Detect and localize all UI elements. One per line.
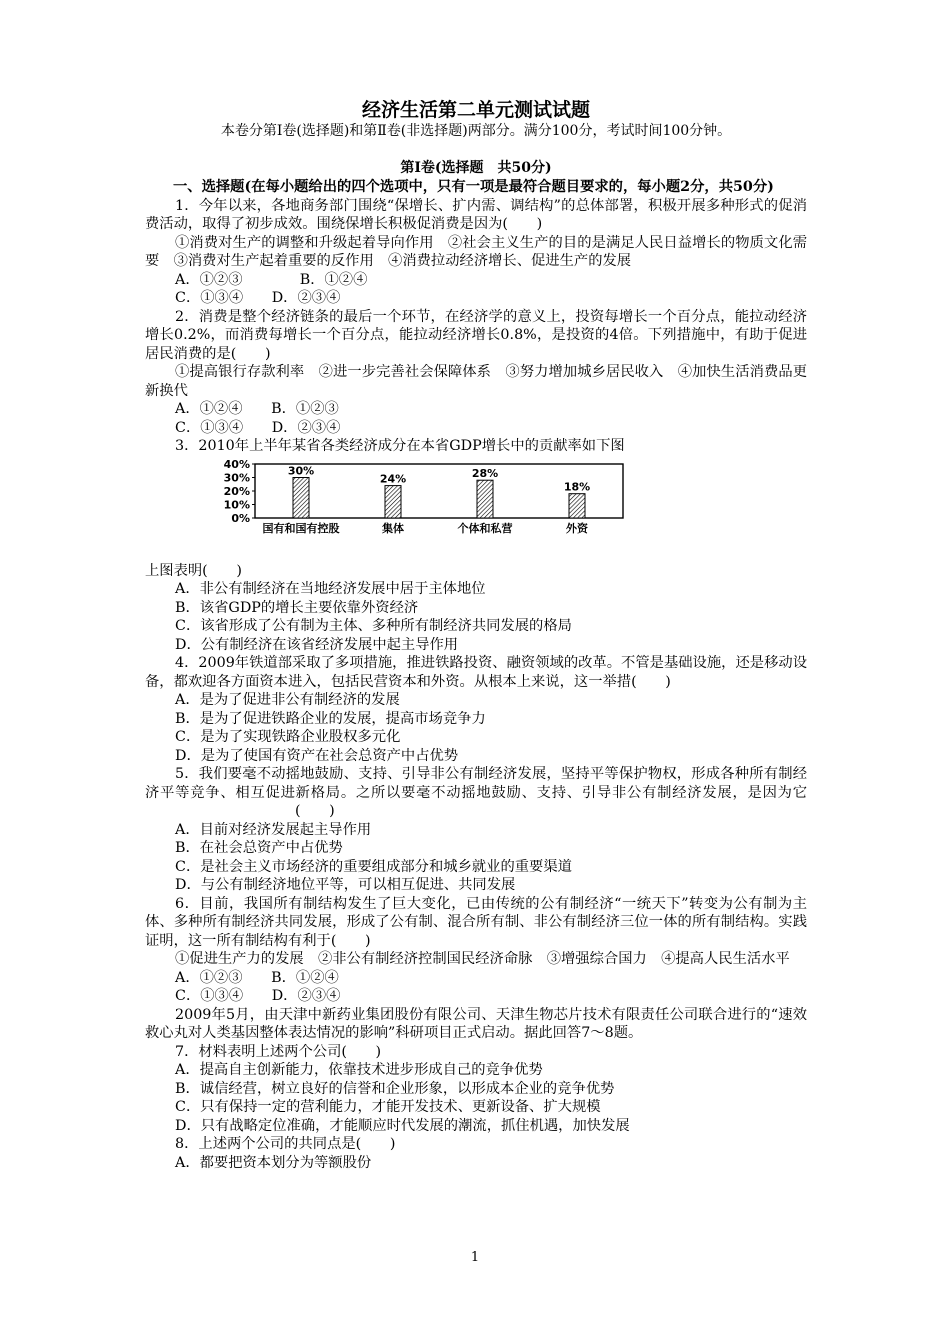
page-title: 经济生活第二单元测试试题 bbox=[361, 99, 590, 121]
question-7-option-d: D．只有战略定位准确，才能顺应时代发展的潮流，抓住机遇，加快发展 bbox=[175, 1117, 630, 1134]
bar-value-label: 28% bbox=[471, 466, 499, 480]
bar bbox=[569, 493, 585, 517]
question-4-option-c: C．是为了实现铁路企业股权多元化 bbox=[175, 729, 401, 745]
material-passage: 2009年5月，由天津中新药业集团股份有限公司、天津生物芯片技术有限责任公司联合进行的“速效救心丸对人类基因整体表达情况的影响”科研项目正式启动。据此回答7～8题。 bbox=[145, 1006, 807, 1041]
y-tick-label: 40% bbox=[223, 459, 250, 471]
question-1-options-row2: C．①③④ D．②③④ bbox=[175, 290, 341, 306]
gdp-contribution-chart bbox=[215, 460, 635, 536]
question-5-stem-text: 5．我们要毫不动摇地鼓励、支持、引导非公有制经济发展，坚持平等保护物权，形成各种所有制经济平等竞争、相互促进新格局。之所以要毫不动摇地鼓励、支持、引导非公有制经济发展，是因为它 bbox=[145, 766, 807, 801]
question-5-stem bbox=[145, 765, 807, 821]
bar bbox=[293, 477, 309, 518]
question-4-option-a: A．是为了促进非公有制经济的发展 bbox=[175, 692, 400, 708]
question-2-items: ①提高银行存款利率 ②进一步完善社会保障体系 ③努力增加城乡居民收入 ④加快生活消费品更新换代 bbox=[145, 364, 807, 399]
page-number: 1 bbox=[470, 1250, 480, 1265]
question-3-option-c: C．该省形成了公有制为主体、多种所有制经济共同发展的格局 bbox=[175, 618, 572, 634]
question-4-option-d: D．是为了使国有资产在社会总资产中占优势 bbox=[175, 747, 459, 764]
question-2-stem: 2．消费是整个经济链条的最后一个环节，在经济学的意义上，投资每增长一个百分点，能拉动经济增长0.2%，而消费每增长一个百分点，能拉动经济增长0.8%，是投资的4倍。下列措施中，有助于促进居民消费的是( ) bbox=[145, 308, 807, 362]
bar-chart-svg bbox=[215, 460, 635, 536]
y-tick-label: 30% bbox=[223, 471, 250, 484]
question-4-stem: 4．2009年铁道部采取了多项措施，推进铁路投资、融资领域的改革。不管是基础设施，还是移动设备，都欢迎各方面资本进入，包括民营资本和外资。从根本上来说，这一举措( ) bbox=[145, 655, 807, 690]
question-4-option-b: B．是为了促进铁路企业的发展，提高市场竞争力 bbox=[175, 710, 486, 727]
bar-value-label: 30% bbox=[287, 464, 315, 477]
y-tick-label: 0% bbox=[231, 511, 250, 525]
category-label: 国有和国有控股 bbox=[262, 521, 340, 535]
question-6-items: ①促进生产力的发展 ②非公有制经济控制国民经济命脉 ③增强综合国力 ④提高人民生活水平 bbox=[175, 951, 790, 967]
question-1-stem: 1．今年以来，各地商务部门围绕“保增长、扩内需、调结构”的总体部署，积极开展多种形式的促消费活动，取得了初步成效。围绕保增长积极促消费是因为( ) bbox=[145, 197, 807, 232]
question-7-option-a: A．提高自主创新能力，依靠技术进步形成自己的竞争优势 bbox=[175, 1062, 543, 1078]
question-7-option-c: C．只有保持一定的营利能力，才能开发技术、更新设备、扩大规模 bbox=[175, 1099, 601, 1115]
question-1-items: ①消费对生产的调整和升级起着导向作用 ②社会主义生产的目的是满足人民日益增长的物质文化需要 ③消费对生产起着重要的反作用 ④消费拉动经济增长、促进生产的发展 bbox=[145, 234, 807, 269]
question-5-option-a: A．目前对经济发展起主导作用 bbox=[175, 821, 372, 838]
exam-instructions: 本卷分第Ⅰ卷(选择题)和第Ⅱ卷(非选择题)两部分。满分100分，考试时间100分钟。 bbox=[220, 123, 732, 139]
question-5-option-b: B．在社会总资产中占优势 bbox=[175, 840, 343, 856]
question-8-option-a: A．都要把资本划分为等额股份 bbox=[175, 1154, 372, 1171]
bar-value-label: 18% bbox=[563, 480, 591, 494]
document-body bbox=[145, 98, 807, 1172]
question-1-options-row1: A．①②③ B．①②④ bbox=[175, 271, 368, 288]
question-3-stem: 3．2010年上半年某省各类经济成分在本省GDP增长中的贡献率如下图 bbox=[175, 438, 625, 454]
question-5-paren: ( ) bbox=[295, 803, 335, 819]
bar bbox=[385, 485, 401, 517]
question-3-option-a: A．非公有制经济在当地经济发展中居于主体地位 bbox=[175, 581, 486, 597]
question-8-stem: 8．上述两个公司的共同点是( ) bbox=[175, 1136, 396, 1152]
y-tick-label: 20% bbox=[223, 484, 250, 498]
section-heading: 第Ⅰ卷(选择题 共50分) bbox=[400, 160, 552, 176]
y-tick-label: 10% bbox=[223, 498, 250, 511]
question-2-options-row1: A．①②④ B．①②③ bbox=[175, 401, 339, 417]
question-3-option-b: B．该省GDP的增长主要依靠外资经济 bbox=[175, 599, 419, 616]
question-6-stem: 6．目前，我国所有制结构发生了巨大变化，已由传统的公有制经济“一统天下”转变为公有制为主体、多种所有制经济共同发展，形成了公有制、混合所有制、非公有制经济三位一体的所有制结构。实践证明，这一所有制结构有利于( ) bbox=[145, 895, 807, 949]
question-3-prompt: 上图表明( ) bbox=[145, 562, 242, 579]
question-6-options-row1: A．①②③ B．①②④ bbox=[175, 969, 339, 986]
question-7-stem: 7．材料表明上述两个公司( ) bbox=[175, 1043, 382, 1060]
question-7-option-b: B．诚信经营，树立良好的信誉和企业形象，以形成本企业的竞争优势 bbox=[175, 1080, 615, 1097]
question-6-options-row2: C．①③④ D．②③④ bbox=[175, 988, 341, 1004]
question-2-options-row2: C．①③④ D．②③④ bbox=[175, 419, 341, 436]
category-label: 外资 bbox=[566, 521, 588, 535]
question-3-option-d: D．公有制经济在该省经济发展中起主导作用 bbox=[175, 636, 459, 653]
bar bbox=[477, 480, 493, 518]
question-5-option-d: D．与公有制经济地位平等，可以相互促进、共同发展 bbox=[175, 877, 516, 893]
category-label: 个体和私营 bbox=[457, 521, 513, 535]
category-label: 集体 bbox=[382, 521, 404, 535]
part-heading: 一、选择题(在每小题给出的四个选项中，只有一项是最符合题目要求的，每小题2分，共50分) bbox=[173, 179, 774, 195]
bar-value-label: 24% bbox=[379, 472, 407, 486]
question-5-option-c: C．是社会主义市场经济的重要组成部分和城乡就业的重要渠道 bbox=[175, 858, 572, 875]
